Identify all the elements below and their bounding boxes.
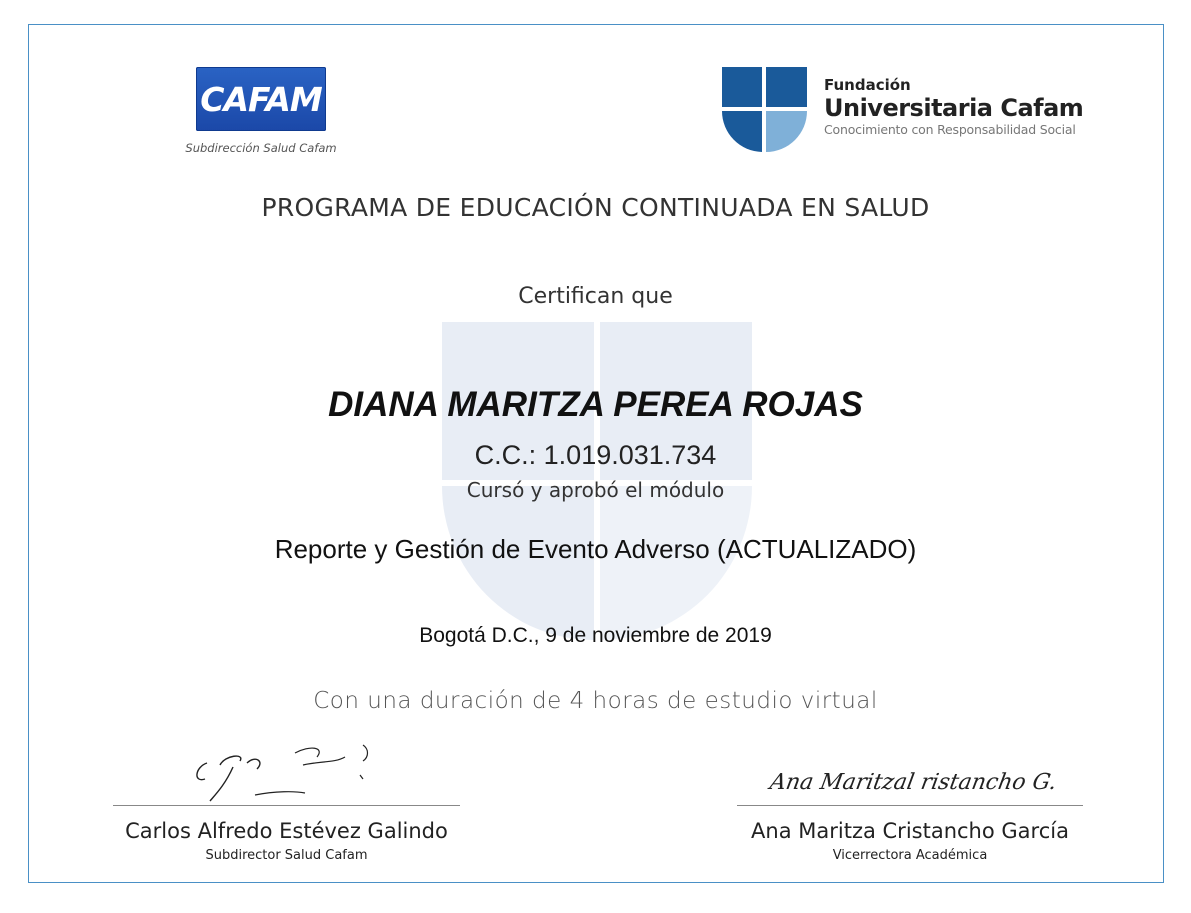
certify-text: Certifican que: [518, 284, 673, 309]
logo-line-universitaria: Universitaria Cafam: [824, 94, 1084, 122]
place-date: Bogotá D.C., 9 de noviembre de 2019: [419, 624, 772, 647]
signatory-name-left: Carlos Alfredo Estévez Galindo: [125, 819, 448, 843]
signatory-role-right: Vicerrectora Académica: [832, 848, 988, 863]
fundacion-universitaria-logo-icon: [722, 67, 807, 152]
signature-left: [185, 735, 385, 810]
signature-right: [767, 755, 1059, 805]
cafam-logo-subtitle: Subdirección Salud Cafam: [185, 141, 337, 155]
svg-text:Ana Maritzal ristancho G.: Ana Maritzal ristancho G.: [767, 769, 1059, 795]
logo-line-fundacion: Fundación: [824, 76, 911, 94]
signatory-role-left: Subdirector Salud Cafam: [205, 848, 368, 863]
signatory-name-right: Ana Maritza Cristancho García: [751, 819, 1069, 843]
recipient-name: DIANA MARITZA PEREA ROJAS: [328, 385, 863, 424]
module-name: Reporte y Gestión de Evento Adverso (ACTUALIZADO): [274, 534, 917, 564]
signatory-right: [737, 805, 1083, 863]
approved-text: Cursó y aprobó el módulo: [466, 478, 725, 502]
fundacion-universitaria-logo-text: [824, 76, 1094, 137]
signature-line-left: [113, 805, 460, 806]
signatory-left: [113, 805, 460, 863]
duration-text: Con una duración de 4 horas de estudio virtual: [313, 688, 878, 714]
program-title: PROGRAMA DE EDUCACIÓN CONTINUADA EN SALUD: [261, 193, 930, 222]
logo-line-tagline: Conocimiento con Responsabilidad Social: [824, 122, 1076, 137]
cafam-logo: [196, 67, 326, 131]
cafam-wordmark: CAFAM: [200, 79, 322, 119]
signature-line-right: [737, 805, 1083, 806]
recipient-id-number: C.C.: 1.019.031.734: [474, 440, 717, 470]
